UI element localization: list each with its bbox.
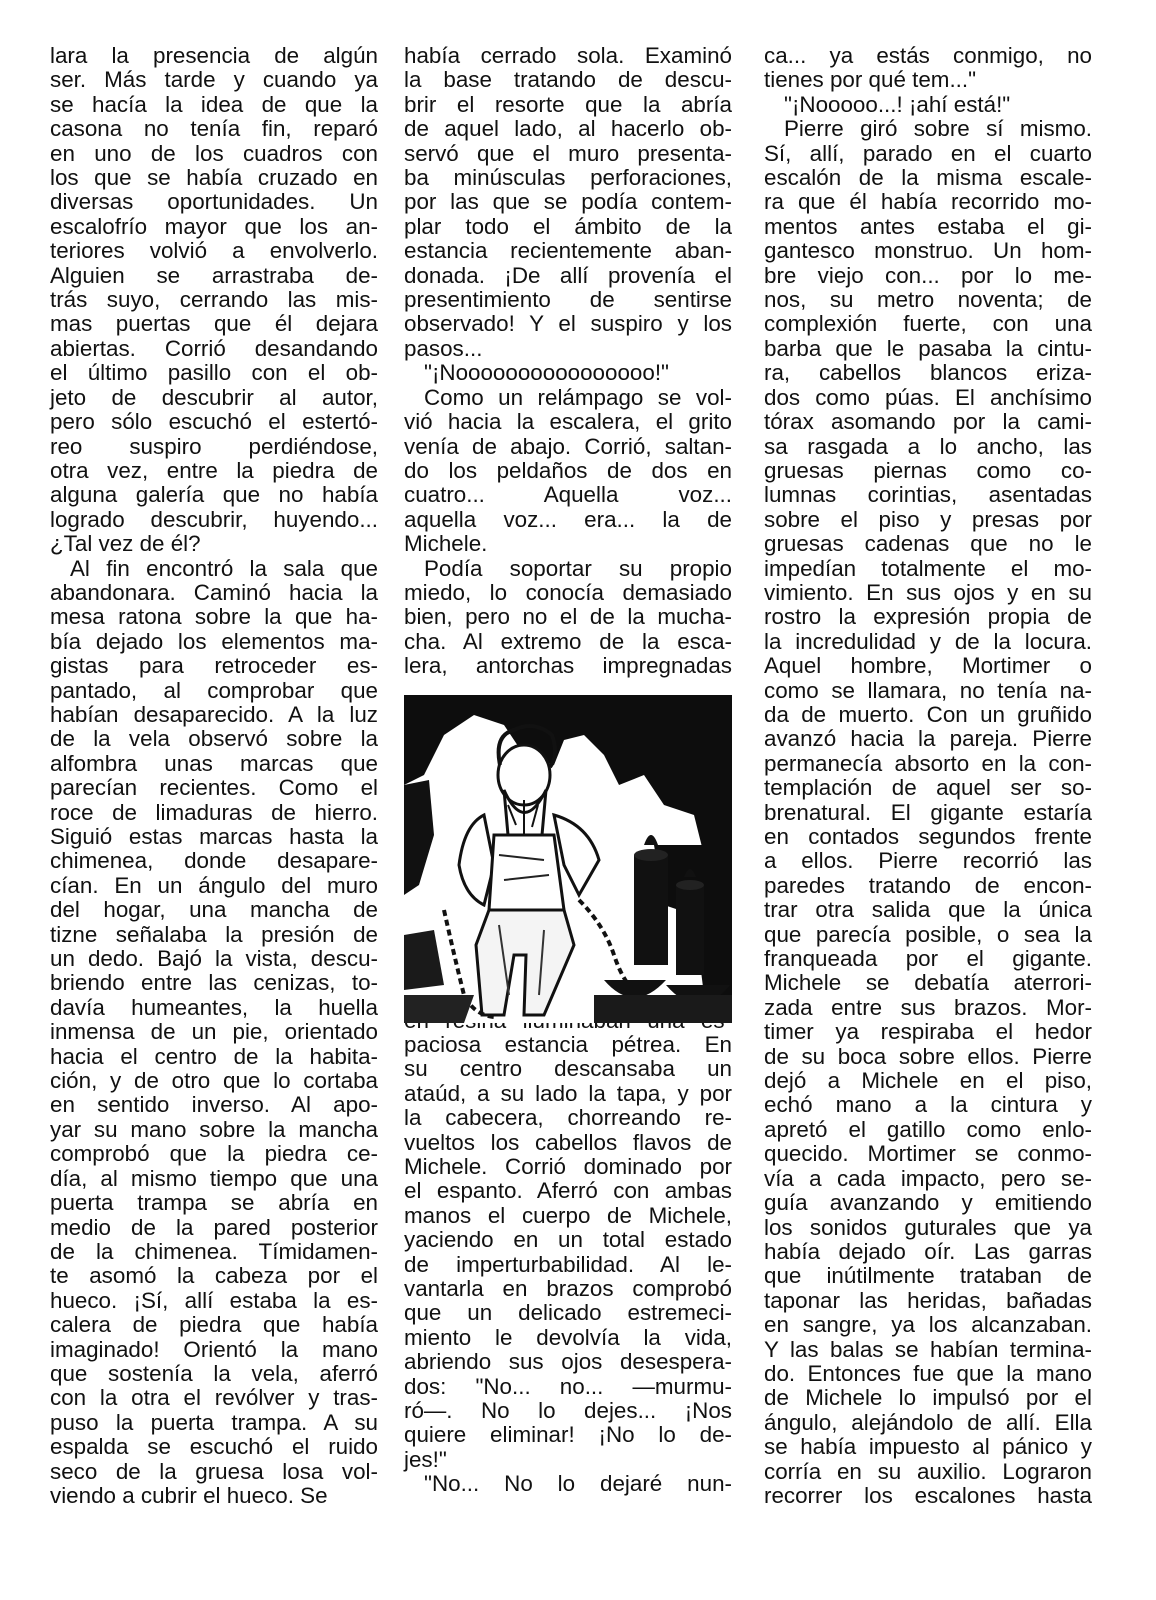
text-line: quecido. Mortimer se conmo- — [764, 1141, 1092, 1167]
text-line: habían desaparecido. A la luz — [50, 701, 378, 727]
text-line: logrado descubrir, huyendo... — [50, 506, 378, 532]
text-line: Michele se debatía aterrori- — [764, 970, 1092, 996]
text-line: la incredulidad y de la locura. — [764, 628, 1092, 654]
text-line: corría en su auxilio. Lograron — [764, 1458, 1092, 1484]
text-line: puso la puerta trampa. A su — [50, 1409, 378, 1435]
text-line: apretó el gatillo como enlo- — [764, 1116, 1092, 1142]
text-line: guía avanzando y emitiendo — [764, 1190, 1092, 1216]
text-line: ¿Tal vez de él? — [50, 531, 201, 557]
text-line: pantado, al comprobar que — [50, 677, 378, 703]
text-line: franqueada por el gigante. — [764, 946, 1092, 972]
text-line: ba minúsculas perforaciones, — [404, 165, 732, 191]
text-line: davía humeantes, la huella — [50, 994, 378, 1020]
text-line: ción, y de otro que lo cortaba — [50, 1068, 378, 1094]
text-line: el espanto. Aferró con ambas — [404, 1178, 732, 1204]
text-line: paredes tratando de encon- — [764, 872, 1092, 898]
text-line: rostro la expresión propia de — [764, 604, 1092, 630]
text-line: permanecía absorto en la con- — [764, 750, 1092, 776]
text-line: puerta trampa se abría en — [50, 1190, 378, 1216]
text-line: de su boca sobre ellos. Pierre — [764, 1043, 1092, 1069]
text-line: brenatural. El gigante estaría — [764, 799, 1092, 825]
text-line: de la vela observó sobre la — [50, 726, 378, 752]
text-line: ángulo, alejándolo de allí. Ella — [764, 1409, 1092, 1435]
text-line: que un delicado estremeci- — [404, 1300, 732, 1326]
text-line: por las que se podía contem- — [404, 189, 732, 215]
text-line: presentimiento de sentirse — [404, 287, 732, 313]
text-line: cha. Al extremo de la esca- — [404, 628, 732, 654]
text-line: Alguien se arrastraba de- — [50, 262, 378, 288]
text-line: nos, su metro noventa; de — [764, 287, 1092, 313]
text-line: ró—. No lo dejes... ¡Nos — [404, 1398, 732, 1424]
text-line: de la chimenea. Tímidamen- — [50, 1238, 378, 1264]
text-line: en contados segundos frente — [764, 824, 1092, 849]
text-line: reo suspiro perdiéndose, — [50, 433, 378, 459]
text-line: donada. ¡De allí provenía el — [404, 262, 732, 288]
text-line: Como un relámpago se vol- — [424, 384, 732, 410]
text-line: a ellos. Pierre recorrió las — [764, 848, 1092, 874]
text-line: miento le devolvía la vida, — [404, 1324, 732, 1350]
text-line: tizne señalaba la presión de — [50, 921, 378, 947]
text-line: aquella voz... era... la de — [404, 506, 732, 532]
text-line: da de muerto. Con un gruñido — [764, 701, 1092, 727]
text-line: inmensa de un pie, orientado — [50, 1019, 378, 1045]
text-line: "¡Nooooo...! ¡ahí está!" — [784, 91, 1011, 117]
text-line: gruesas piernas como co- — [764, 457, 1092, 483]
text-line: de aquel lado, al hacerlo ob- — [404, 116, 732, 142]
text-line: Siguió estas marcas hasta la — [50, 824, 378, 849]
text-line: bien, pero no el de la mucha- — [404, 604, 732, 630]
text-line: abiertas. Corrió desandando — [50, 335, 378, 361]
text-line: estancia recientemente aban- — [404, 238, 732, 264]
text-line: dos: "No... no... —murmu- — [404, 1373, 732, 1399]
text-line: había cerrado sola. Examinó — [404, 43, 732, 68]
text-line: jeto de descubrir al autor, — [50, 384, 378, 410]
text-column-2-bottom — [404, 1009, 732, 1497]
text-line: vimiento. En sus ojos y en su — [764, 579, 1092, 605]
text-line: mas puertas que él dejara — [50, 311, 378, 337]
text-line: parecían recientes. Como el — [50, 775, 378, 801]
text-line: escalón de la misma escale- — [764, 165, 1092, 191]
text-line: "¡Noooooooooooooooo!" — [424, 360, 669, 386]
text-line: que sostenía la vela, aferró — [50, 1360, 378, 1386]
text-line: mentos antes estaba el gi- — [764, 213, 1092, 239]
text-line: diversas oportunidades. Un — [50, 189, 378, 215]
text-line: cían. En un ángulo del muro — [50, 872, 378, 898]
text-line: gistas para retroceder es- — [50, 653, 378, 679]
text-line: escalofrío mayor que los an- — [50, 213, 378, 239]
text-line: dejó a Michele en el piso, — [764, 1068, 1092, 1094]
text-line: abandonara. Caminó hacia la — [50, 579, 378, 605]
text-line: Aquel hombre, Mortimer o — [764, 653, 1092, 679]
text-line: barba que le pasaba la cintu- — [764, 335, 1092, 361]
text-line: complexión fuerte, con una — [764, 311, 1092, 337]
text-line: ca... ya estás conmigo, no — [764, 43, 1092, 68]
text-line: Pierre giró sobre sí mismo. — [784, 116, 1092, 142]
text-line: yaciendo en un total estado — [404, 1227, 732, 1253]
text-line: templación de aquel ser so- — [764, 775, 1092, 801]
text-line: gantesco monstruo. Un hom- — [764, 238, 1092, 264]
text-line: paciosa estancia pétrea. En — [404, 1031, 732, 1057]
text-line: comprobó que la piedra ce- — [50, 1141, 378, 1167]
text-line: había dejado oír. Las garras — [764, 1238, 1092, 1264]
text-line: los que se había cruzado en — [50, 165, 378, 191]
text-line: bía dejado los elementos ma- — [50, 628, 378, 654]
text-line: vueltos los cabellos flavos de — [404, 1129, 732, 1155]
text-line: sa rasgada a lo ancho, las — [764, 433, 1092, 459]
text-line: do. Entonces fue que la mano — [764, 1360, 1092, 1386]
text-line: se había impuesto al pánico y — [764, 1434, 1092, 1460]
text-line: vía a cada impacto, pero se- — [764, 1165, 1092, 1191]
text-line: Al fin encontró la sala que — [70, 555, 378, 581]
text-line: Michele. Corrió dominado por — [404, 1154, 732, 1179]
text-line: hacia el centro de la habita- — [50, 1043, 378, 1069]
text-line: Y las balas se habían termina- — [764, 1336, 1092, 1362]
text-line: trar otra salida que la única — [764, 897, 1092, 923]
text-line: la base tratando de descu- — [404, 67, 732, 93]
text-line: quiere eliminar! ¡No lo de- — [404, 1422, 732, 1448]
text-line: ra, cabellos blancos eriza- — [764, 360, 1092, 386]
text-line: lumnas corintias, asentadas — [764, 482, 1092, 508]
text-line: sobre el piso y presas por — [764, 506, 1092, 532]
text-line: imaginado! Orientó la mano — [50, 1336, 378, 1362]
text-line: en sangre, ya los alcanzaban. — [764, 1312, 1092, 1338]
text-line: tienes por qué tem..." — [764, 67, 977, 93]
text-line: vió hacia la escalera, el grito — [404, 409, 732, 435]
text-line: casona no tenía fin, reparó — [50, 116, 378, 142]
text-line: impedían totalmente el mo- — [764, 555, 1092, 581]
text-line: pero sólo escuchó el estertó- — [50, 409, 378, 435]
text-line: trás suyo, cerrando las mis- — [50, 287, 378, 313]
text-line: observado! Y el suspiro y los — [404, 311, 732, 337]
text-line: medio de la pared posterior — [50, 1214, 378, 1240]
text-line: alfombra unas marcas que — [50, 750, 378, 776]
text-line: la cabecera, chorreando re- — [404, 1105, 732, 1131]
text-line: zada entre sus brazos. Mor- — [764, 994, 1092, 1020]
text-line: el último pasillo con el ob- — [50, 360, 378, 386]
text-line: plar todo el ámbito de la — [404, 213, 732, 239]
text-line: teriores volvió a envolverlo. — [50, 238, 378, 264]
text-column-1 — [50, 44, 378, 1508]
text-line: de imperturbabilidad. Al le- — [404, 1251, 732, 1277]
text-line: echó mano a la cintura y — [764, 1092, 1092, 1118]
text-column-2-top — [404, 44, 732, 679]
text-line: Sí, allí, parado en el cuarto — [764, 140, 1092, 166]
text-column-3 — [764, 44, 1092, 1508]
text-line: miedo, lo conocía demasiado — [404, 579, 732, 605]
text-line: un dedo. Bajó la vista, descu- — [50, 946, 378, 972]
text-line: avanzó hacia la pareja. Pierre — [764, 726, 1092, 752]
text-line: día, al mismo tiempo que una — [50, 1165, 378, 1191]
text-line: abriendo sus ojos desespera- — [404, 1349, 732, 1375]
text-line: que parecía posible, o sea la — [764, 921, 1092, 947]
text-line: cuatro... Aquella voz... — [404, 482, 732, 508]
text-line: yar su mano sobre la mancha — [50, 1116, 378, 1142]
text-line: pasos... — [404, 335, 483, 361]
text-line: recorrer los escalones hasta — [764, 1482, 1092, 1508]
text-line: manos el cuerpo de Michele, — [404, 1202, 732, 1228]
text-line: ra que él había recorrido mo- — [764, 189, 1092, 215]
text-line: otra vez, entre la piedra de — [50, 457, 378, 483]
text-line: Michele. — [404, 531, 488, 557]
text-line: en sentido inverso. Al apo- — [50, 1092, 378, 1118]
text-line: taponar las heridas, bañadas — [764, 1287, 1092, 1313]
text-line: espalda se escuchó el ruido — [50, 1434, 378, 1460]
chained-giant-ink-illustration-icon — [404, 695, 732, 1023]
text-line: hueco. ¡Sí, allí estaba la es- — [50, 1287, 378, 1313]
text-line: tórax asomando por la cami- — [764, 409, 1092, 435]
text-line: calera de piedra que había — [50, 1312, 378, 1338]
text-line: su centro descansaba un — [404, 1056, 732, 1082]
text-line: do los peldaños de dos en — [404, 457, 732, 483]
text-line: del hogar, una mancha de — [50, 897, 378, 923]
text-line: brir el resorte que la abría — [404, 91, 732, 117]
text-line: mesa ratona sobre la que ha- — [50, 604, 378, 630]
text-line: lara la presencia de algún — [50, 43, 378, 68]
text-line: alguna galería que no había — [50, 482, 378, 508]
text-line: lera, antorchas impregnadas — [404, 653, 732, 679]
text-line: briendo entre las cenizas, to- — [50, 970, 378, 996]
text-line: bre viejo con... por lo me- — [764, 262, 1092, 288]
text-line: en uno de los cuadros con — [50, 140, 378, 166]
text-line: jes!" — [404, 1446, 447, 1472]
text-line: seco de la gruesa losa vol- — [50, 1458, 378, 1484]
text-line: Podía soportar su propio — [424, 555, 732, 581]
text-line: se hacía la idea de que la — [50, 91, 378, 117]
text-line: "No... No lo dejaré nun- — [424, 1471, 732, 1497]
text-line: roce de limaduras de hierro. — [50, 799, 378, 825]
text-line: ser. Más tarde y cuando ya — [50, 67, 378, 93]
text-line: servó que el muro presenta- — [404, 140, 732, 166]
text-line: como se llamara, no tenía na- — [764, 677, 1092, 703]
text-line: vantarla en brazos comprobó — [404, 1276, 732, 1302]
text-line: dos como púas. El anchísimo — [764, 384, 1092, 410]
text-line: que inútilmente trataban de — [764, 1263, 1092, 1289]
text-line: de Michele lo impulsó por el — [764, 1385, 1092, 1411]
text-line: viendo a cubrir el hueco. Se — [50, 1482, 328, 1508]
text-line: ataúd, a su lado la tapa, y por — [404, 1080, 732, 1106]
text-line: chimenea, donde desapare- — [50, 848, 378, 874]
text-line: con la otra el revólver y tras- — [50, 1385, 378, 1411]
text-line: gruesas cadenas que no le — [764, 531, 1092, 557]
text-line: los sonidos guturales que ya — [764, 1214, 1092, 1240]
text-line: venía de abajo. Corrió, saltan- — [404, 433, 732, 459]
text-line: te asomó la cabeza por el — [50, 1263, 378, 1289]
text-line: timer ya respiraba el hedor — [764, 1019, 1092, 1045]
